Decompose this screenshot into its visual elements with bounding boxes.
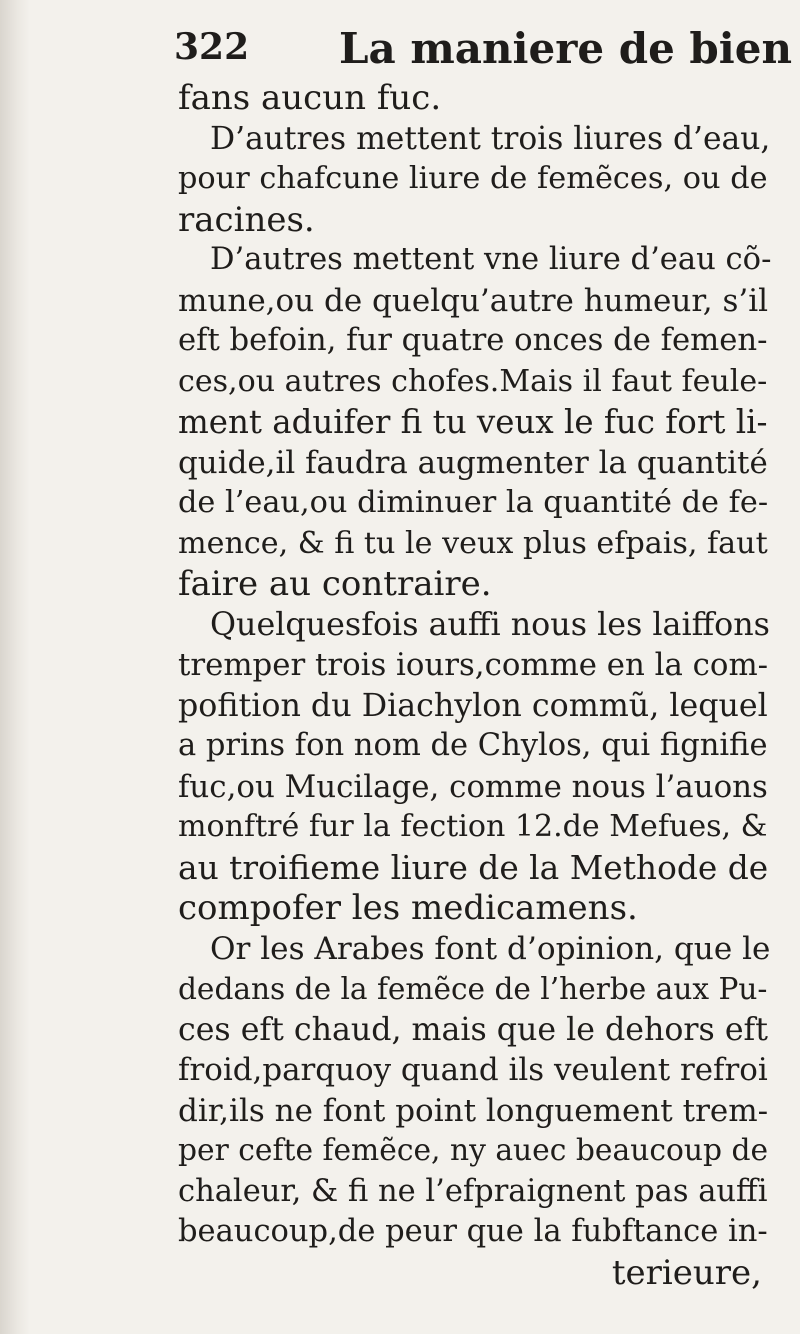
body-text (178, 78, 772, 1293)
running-title: La maniere de bien (339, 24, 792, 73)
page-number: 322 (174, 26, 250, 68)
text-line: froid,parquoy quand ils veulent refroi (178, 1052, 768, 1088)
text-line: Quelquesfois auffi nous les laiffons (210, 606, 770, 643)
text-line: dedans de la femẽce de l’herbe aux Pu- (178, 972, 768, 1006)
page-gutter-shadow (0, 0, 30, 1334)
text-line: D’autres mettent trois liures d’eau, (210, 120, 771, 157)
text-line: de l’eau,ou diminuer la quantité de fe- (178, 485, 769, 520)
text-line: tremper trois iours,comme en la com- (178, 647, 769, 683)
text-line: au troifieme liure de la Methode de (178, 848, 769, 887)
text-line: pour chafcune liure de femẽces, ou de (178, 161, 768, 196)
text-line: eft befoin, fur quatre onces de femen- (178, 323, 768, 358)
text-line: fuc,ou Mucilage, comme nous l’auons (178, 768, 768, 805)
text-line: quide,il faudra augmenter la quantité (178, 444, 768, 481)
text-line: compofer les medicamens. (178, 888, 638, 928)
text-line: mune,ou de quelqu’autre humeur, s’il (178, 282, 769, 319)
text-line: mence, & fi tu le veux plus efpais, faut (178, 525, 768, 561)
text-line: ces,ou autres chofes.Mais il faut feule- (178, 363, 768, 399)
text-line: monftré fur la fection 12.de Mefues, & (178, 809, 768, 844)
text-line: fans aucun fuc. (178, 78, 442, 118)
text-line: faire au contraire. (178, 564, 492, 604)
text-line: beaucoup,de peur que la fubftance in- (178, 1214, 768, 1249)
text-line: terieure, (611, 1252, 762, 1293)
text-line: a prins fon nom de Chylos, qui fignifie (178, 728, 768, 763)
text-line: pofition du Diachylon commũ, lequel (178, 687, 768, 724)
text-line: racines. (178, 199, 315, 240)
text-line: dir,ils ne font point longuement trem- (178, 1092, 769, 1129)
text-line: Or les Arabes font d’opinion, que le (210, 930, 771, 967)
text-line: per cefte femẽce, ny auec beaucoup de (178, 1133, 769, 1168)
page-header (174, 16, 792, 76)
text-line: ment aduifer fi tu veux le fuc fort li- (178, 403, 768, 441)
text-line: chaleur, & fi ne l’efpraignent pas auffi (178, 1173, 768, 1209)
text-line: ces eft chaud, mais que le dehors eft (178, 1011, 768, 1048)
text-line: D’autres mettent vne liure d’eau cõ- (210, 242, 772, 277)
